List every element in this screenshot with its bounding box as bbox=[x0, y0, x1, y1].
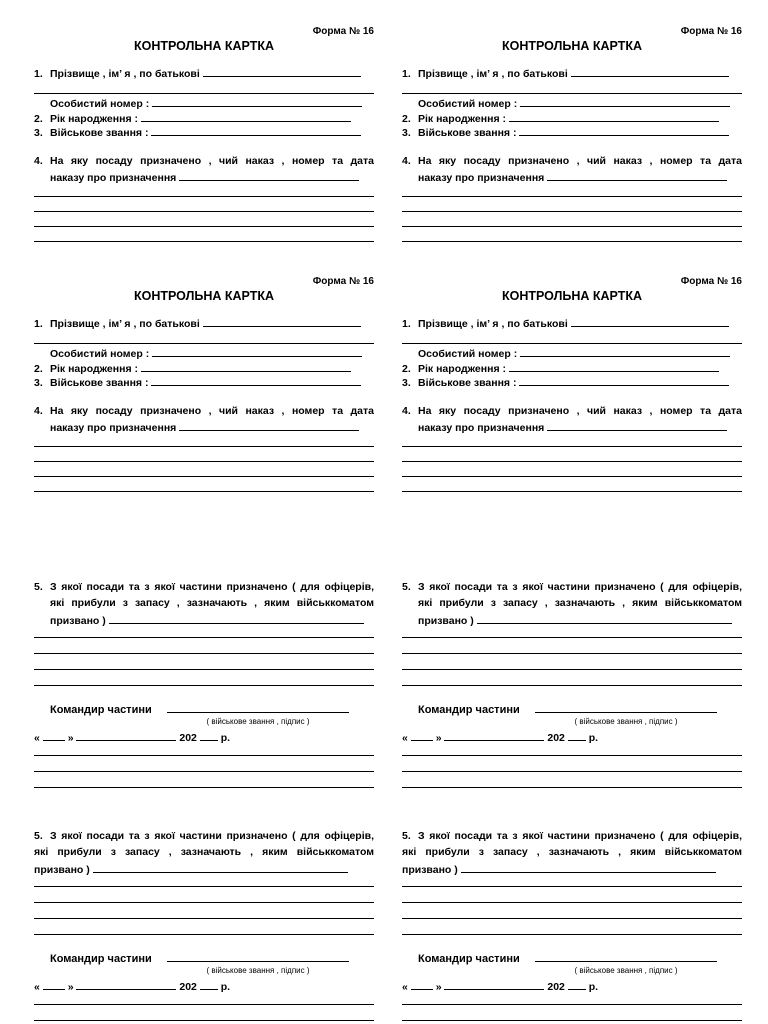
military-rank-label: Військове звання : bbox=[50, 127, 149, 139]
previous-position-line[interactable] bbox=[34, 918, 374, 919]
full-name-field[interactable] bbox=[203, 66, 361, 77]
appointment-line[interactable] bbox=[402, 476, 742, 477]
previous-position-field[interactable] bbox=[109, 613, 364, 624]
notes-line[interactable] bbox=[402, 755, 742, 756]
appointment-label: На яку посаду призначено , чий наказ , номер та дата bbox=[418, 155, 742, 167]
previous-position-label-line3: призвано ) bbox=[34, 864, 90, 876]
previous-position-label-line2: які прибули з запасу , зазначають , яким військкоматом bbox=[418, 597, 742, 609]
notes-line[interactable] bbox=[402, 1004, 742, 1005]
appointment-line[interactable] bbox=[34, 211, 374, 212]
form-number: Форма № 16 bbox=[680, 276, 742, 287]
date-year-field[interactable] bbox=[568, 730, 586, 741]
date-year-prefix: 202 bbox=[179, 981, 197, 993]
commander-signature-field[interactable] bbox=[535, 951, 717, 962]
appointment-line[interactable] bbox=[402, 211, 742, 212]
military-rank-label: Військове звання : bbox=[418, 127, 517, 139]
appointment-line[interactable] bbox=[34, 476, 374, 477]
notes-line[interactable] bbox=[402, 787, 742, 788]
full-name-field-continued[interactable] bbox=[34, 93, 374, 94]
commander-signature-field[interactable] bbox=[535, 702, 717, 713]
personal-number-field[interactable] bbox=[152, 346, 362, 357]
appointment-line[interactable] bbox=[402, 241, 742, 242]
notes-line[interactable] bbox=[34, 755, 374, 756]
previous-position-line[interactable] bbox=[402, 934, 742, 935]
birth-year-label: Рік народження : bbox=[50, 113, 138, 125]
date-day-field[interactable] bbox=[43, 979, 65, 990]
notes-line[interactable] bbox=[402, 771, 742, 772]
full-name-field-continued[interactable] bbox=[34, 343, 374, 344]
birth-year-field[interactable] bbox=[509, 361, 719, 372]
notes-line[interactable] bbox=[34, 787, 374, 788]
appointment-line[interactable] bbox=[402, 446, 742, 447]
notes-line[interactable] bbox=[34, 771, 374, 772]
signature-caption: ( військове звання , підпис ) bbox=[574, 717, 678, 726]
military-rank-field[interactable] bbox=[519, 125, 729, 136]
card-title: КОНТРОЛЬНА КАРТКА bbox=[501, 39, 642, 53]
previous-position-label-line3: призвано ) bbox=[402, 864, 458, 876]
date-day-field[interactable] bbox=[411, 979, 433, 990]
date-year-field[interactable] bbox=[200, 730, 218, 741]
date-year-prefix: 202 bbox=[547, 732, 565, 744]
appointment-order-label: наказу про призначення bbox=[418, 172, 545, 184]
appointment-line[interactable] bbox=[402, 226, 742, 227]
notes-line[interactable] bbox=[34, 1004, 374, 1005]
appointment-field[interactable] bbox=[179, 170, 359, 181]
previous-position-field[interactable] bbox=[461, 862, 716, 873]
full-name-label: Прізвище , ім’ я , по батькові bbox=[418, 318, 568, 330]
date-day-field[interactable] bbox=[43, 730, 65, 741]
appointment-line[interactable] bbox=[34, 461, 374, 462]
appointment-field[interactable] bbox=[547, 170, 727, 181]
military-rank-field[interactable] bbox=[519, 375, 729, 386]
previous-position-line[interactable] bbox=[402, 653, 742, 654]
appointment-order-label: наказу про призначення bbox=[50, 172, 177, 184]
commander-signature-field[interactable] bbox=[167, 702, 349, 713]
previous-position-line[interactable] bbox=[34, 886, 374, 887]
personal-number-label: Особистий номер : bbox=[50, 98, 150, 110]
previous-position-label-line2: які прибули з запасу , зазначають , яким військкоматом bbox=[34, 846, 374, 858]
appointment-line[interactable] bbox=[402, 491, 742, 492]
previous-position-label-line2: які прибули з запасу , зазначають , яким військкоматом bbox=[50, 597, 374, 609]
date-month-field[interactable] bbox=[76, 730, 176, 741]
signature-caption: ( військове звання , підпис ) bbox=[206, 717, 310, 726]
appointment-line[interactable] bbox=[34, 241, 374, 242]
date-year-prefix: 202 bbox=[179, 732, 197, 744]
commander-label: Командир частини bbox=[418, 704, 520, 716]
notes-line[interactable] bbox=[34, 1020, 374, 1021]
card-title: КОНТРОЛЬНА КАРТКА bbox=[133, 289, 274, 303]
personal-number-field[interactable] bbox=[520, 346, 730, 357]
previous-position-line[interactable] bbox=[34, 685, 374, 686]
full-name-field[interactable] bbox=[203, 316, 361, 327]
birth-year-field[interactable] bbox=[509, 111, 719, 122]
full-name-field[interactable] bbox=[571, 66, 729, 77]
date-year-prefix: 202 bbox=[547, 981, 565, 993]
previous-position-label-line2: які прибули з запасу , зазначають , яким військкоматом bbox=[402, 846, 742, 858]
appointment-label: На яку посаду призначено , чий наказ , номер та дата bbox=[50, 405, 374, 417]
previous-position-line[interactable] bbox=[402, 669, 742, 670]
appointment-label: На яку посаду призначено , чий наказ , номер та дата bbox=[418, 405, 742, 417]
previous-position-line[interactable] bbox=[34, 934, 374, 935]
previous-position-line[interactable] bbox=[402, 685, 742, 686]
birth-year-label: Рік народження : bbox=[418, 363, 506, 375]
appointment-order-label: наказу про призначення bbox=[50, 422, 177, 434]
full-name-field-continued[interactable] bbox=[402, 343, 742, 344]
military-rank-field[interactable] bbox=[151, 125, 361, 136]
personal-number-field[interactable] bbox=[152, 96, 362, 107]
previous-position-label-line3: призвано ) bbox=[418, 615, 474, 627]
previous-position-line[interactable] bbox=[34, 653, 374, 654]
date-month-field[interactable] bbox=[444, 730, 544, 741]
military-rank-label: Військове звання : bbox=[50, 377, 149, 389]
full-name-label: Прізвище , ім’ я , по батькові bbox=[50, 68, 200, 80]
full-name-label: Прізвище , ім’ я , по батькові bbox=[418, 68, 568, 80]
birth-year-field[interactable] bbox=[141, 111, 351, 122]
birth-year-label: Рік народження : bbox=[418, 113, 506, 125]
date-year-field[interactable] bbox=[568, 979, 586, 990]
appointment-line[interactable] bbox=[34, 446, 374, 447]
date-month-field[interactable] bbox=[76, 979, 176, 990]
appointment-line[interactable] bbox=[402, 461, 742, 462]
birth-year-label: Рік народження : bbox=[50, 363, 138, 375]
previous-position-label: З якої посади та з якої частини призначено ( для офіцерів, bbox=[418, 830, 742, 842]
appointment-label: На яку посаду призначено , чий наказ , номер та дата bbox=[50, 155, 374, 167]
birth-year-field[interactable] bbox=[141, 361, 351, 372]
previous-position-line[interactable] bbox=[402, 637, 742, 638]
date-year-field[interactable] bbox=[200, 979, 218, 990]
personal-number-label: Особистий номер : bbox=[50, 348, 150, 360]
signature-caption: ( військове звання , підпис ) bbox=[574, 966, 678, 975]
form-number: Форма № 16 bbox=[312, 26, 374, 37]
military-rank-label: Військове звання : bbox=[418, 377, 517, 389]
commander-label: Командир частини bbox=[50, 704, 152, 716]
appointment-field[interactable] bbox=[547, 420, 727, 431]
appointment-field[interactable] bbox=[179, 420, 359, 431]
previous-position-line[interactable] bbox=[34, 637, 374, 638]
personal-number-field[interactable] bbox=[520, 96, 730, 107]
appointment-line[interactable] bbox=[402, 196, 742, 197]
personal-number-label: Особистий номер : bbox=[418, 98, 518, 110]
full-name-label: Прізвище , ім’ я , по батькові bbox=[50, 318, 200, 330]
appointment-line[interactable] bbox=[34, 491, 374, 492]
previous-position-field[interactable] bbox=[93, 862, 348, 873]
full-name-field-continued[interactable] bbox=[402, 93, 742, 94]
appointment-line[interactable] bbox=[34, 226, 374, 227]
previous-position-line[interactable] bbox=[34, 669, 374, 670]
card-title: КОНТРОЛЬНА КАРТКА bbox=[133, 39, 274, 53]
notes-line[interactable] bbox=[402, 1020, 742, 1021]
appointment-line[interactable] bbox=[34, 196, 374, 197]
form-number: Форма № 16 bbox=[680, 26, 742, 37]
commander-signature-field[interactable] bbox=[167, 951, 349, 962]
personal-number-label: Особистий номер : bbox=[418, 348, 518, 360]
date-day-field[interactable] bbox=[411, 730, 433, 741]
previous-position-field[interactable] bbox=[477, 613, 732, 624]
date-month-field[interactable] bbox=[444, 979, 544, 990]
previous-position-line[interactable] bbox=[402, 886, 742, 887]
previous-position-label-line3: призвано ) bbox=[50, 615, 106, 627]
previous-position-label: З якої посади та з якої частини призначено ( для офіцерів, bbox=[50, 830, 374, 842]
card-title: КОНТРОЛЬНА КАРТКА bbox=[501, 289, 642, 303]
previous-position-line[interactable] bbox=[402, 918, 742, 919]
full-name-field[interactable] bbox=[571, 316, 729, 327]
signature-caption: ( військове звання , підпис ) bbox=[206, 966, 310, 975]
commander-label: Командир частини bbox=[418, 953, 520, 965]
previous-position-line[interactable] bbox=[402, 902, 742, 903]
commander-label: Командир частини bbox=[50, 953, 152, 965]
previous-position-line[interactable] bbox=[34, 902, 374, 903]
previous-position-label: З якої посади та з якої частини призначено ( для офіцерів, bbox=[50, 581, 374, 593]
previous-position-label: З якої посади та з якої частини призначено ( для офіцерів, bbox=[418, 581, 742, 593]
military-rank-field[interactable] bbox=[151, 375, 361, 386]
appointment-order-label: наказу про призначення bbox=[418, 422, 545, 434]
form-number: Форма № 16 bbox=[312, 276, 374, 287]
